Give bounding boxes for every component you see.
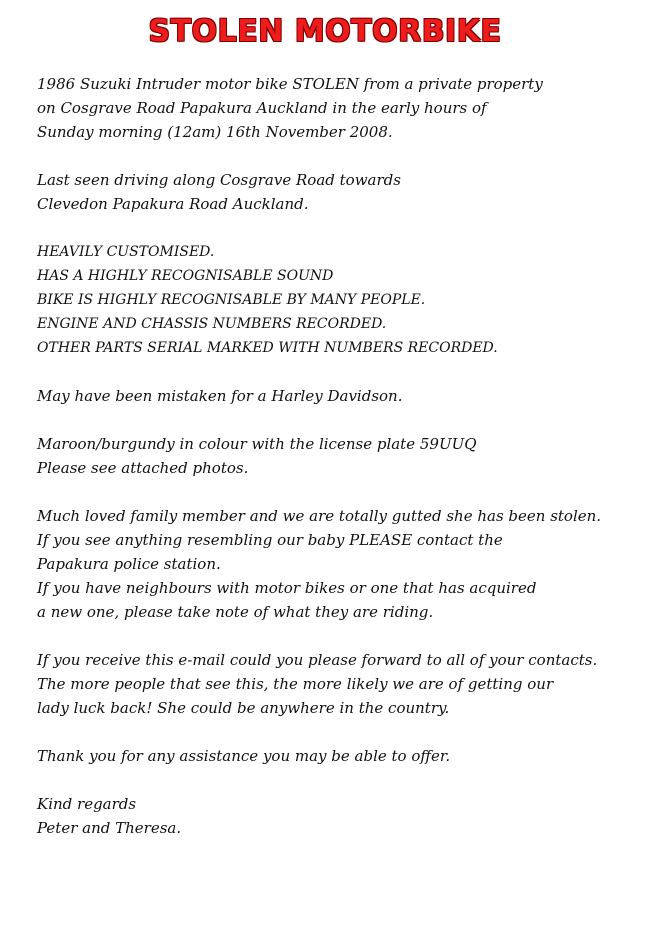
text-line: If you see anything resembling our baby PLEASE contact the (37, 531, 503, 549)
paragraph-appeal (37, 504, 630, 624)
text-line: on Cosgrave Road Papakura Auckland in the early hours of (37, 99, 487, 117)
text-line: 1986 Suzuki Intruder motor bike STOLEN from a private property (37, 75, 543, 93)
text-line: Last seen driving along Cosgrave Road towards (37, 171, 401, 189)
paragraph-theft-details (37, 72, 630, 144)
paragraph-last-seen (37, 168, 630, 216)
text-line: HEAVILY CUSTOMISED. (37, 244, 215, 260)
text-line: If you receive this e-mail could you please forward to all of your contacts. (37, 651, 598, 669)
text-line: Thank you for any assistance you may be able to offer. (37, 747, 451, 765)
closing-line: Kind regards (37, 795, 137, 813)
text-line: Papakura police station. (37, 555, 221, 573)
text-line: a new one, please take note of what they are riding. (37, 603, 434, 621)
text-line: Much loved family member and we are totally gutted she has been stolen. (37, 507, 602, 525)
text-line: Please see attached photos. (37, 459, 249, 477)
page-title: STOLEN MOTORBIKE (148, 14, 502, 49)
document-body (37, 72, 630, 840)
text-line: BIKE IS HIGHLY RECOGNISABLE BY MANY PEOPLE. (37, 292, 426, 308)
text-line: Maroon/burgundy in colour with the license plate 59UUQ (37, 435, 477, 453)
text-line: The more people that see this, the more likely we are of getting our (37, 675, 554, 693)
paragraph-identifying-features (37, 240, 630, 360)
text-line: Clevedon Papakura Road Auckland. (37, 195, 309, 213)
text-line: ENGINE AND CHASSIS NUMBERS RECORDED. (37, 316, 387, 332)
paragraph-mistaken-for (37, 384, 630, 408)
text-line: May have been mistaken for a Harley Davidson. (37, 387, 403, 405)
text-line: HAS A HIGHLY RECOGNISABLE SOUND (37, 268, 334, 284)
paragraph-colour-plate (37, 432, 630, 480)
paragraph-thanks (37, 744, 630, 768)
signature-names: Peter and Theresa. (37, 819, 182, 837)
paragraph-forward-request (37, 648, 630, 720)
text-line: lady luck back! She could be anywhere in the country. (37, 699, 450, 717)
signature-block (37, 792, 630, 840)
text-line: Sunday morning (12am) 16th November 2008. (37, 123, 393, 141)
text-line: OTHER PARTS SERIAL MARKED WITH NUMBERS RECORDED. (37, 340, 498, 356)
text-line: If you have neighbours with motor bikes or one that has acquired (37, 579, 537, 597)
